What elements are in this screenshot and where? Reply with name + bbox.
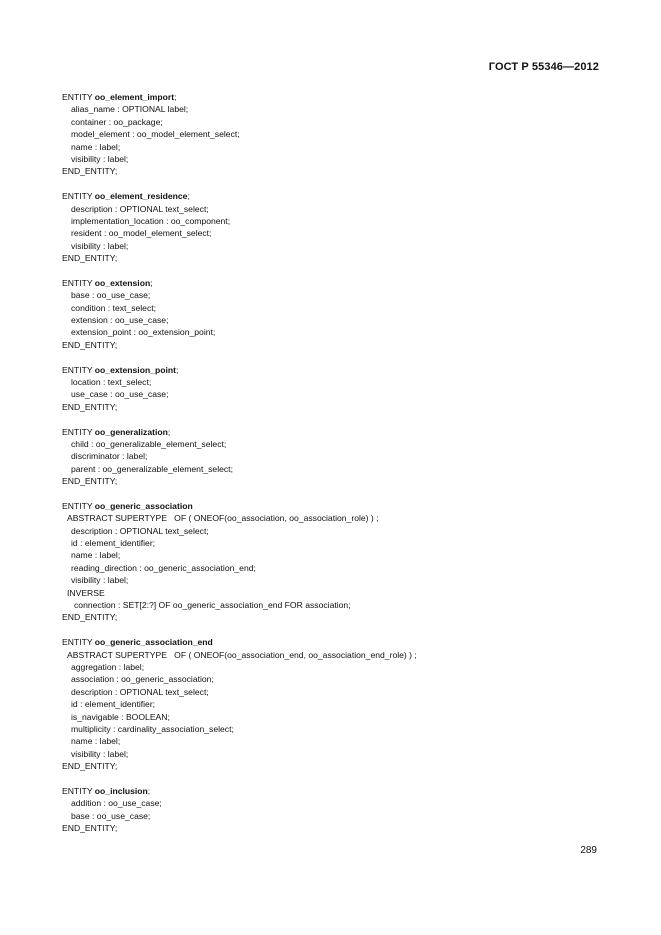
entity-block — [62, 277, 622, 351]
entity-keyword: ENTITY — [62, 364, 93, 375]
entity-attribute: visibility : label; — [71, 748, 129, 759]
entity-header-suffix: ; — [147, 785, 151, 796]
entity-attribute: base : oo_use_case; — [71, 290, 151, 301]
entity-keyword: ENTITY — [62, 426, 93, 437]
entity-attribute: alias_name : OPTIONAL label; — [71, 104, 189, 115]
entity-end: END_ENTITY; — [62, 823, 118, 834]
entity-name: oo_generic_association — [94, 500, 193, 511]
entity-attribute: discriminator : label; — [71, 451, 148, 462]
entity-header — [62, 190, 622, 202]
entity-header — [62, 277, 622, 289]
entity-attribute: visibility : label; — [71, 153, 129, 164]
entity-keyword: ENTITY — [62, 637, 93, 648]
entity-attribute: container : oo_package; — [71, 116, 163, 127]
entity-end: END_ENTITY; — [62, 612, 118, 623]
entity-attribute: multiplicity : cardinality_association_select; — [71, 723, 234, 734]
entity-end: END_ENTITY; — [62, 401, 118, 412]
entity-header-suffix: ; — [150, 277, 153, 288]
entity-attribute: association : oo_generic_association; — [71, 674, 214, 685]
entity-name: oo_element_residence — [94, 191, 188, 202]
entity-block — [62, 426, 622, 488]
entity-keyword: ENTITY — [62, 92, 93, 102]
entity-name: oo_generalization — [94, 426, 168, 437]
entity-attribute: is_navigable : BOOLEAN; — [71, 711, 170, 722]
entity-end: END_ENTITY; — [62, 339, 118, 350]
entity-attribute: reading_direction : oo_generic_association_end; — [71, 562, 256, 573]
entity-block — [62, 785, 622, 835]
entity-attribute: visibility : label; — [71, 575, 129, 586]
entity-header — [62, 636, 622, 648]
entity-attribute: resident : oo_model_element_select; — [71, 228, 212, 239]
entity-header — [62, 91, 622, 103]
entity-attribute: base : oo_use_case; — [71, 810, 151, 821]
entity-name: oo_inclusion — [94, 785, 148, 796]
entity-header-suffix: ; — [187, 191, 190, 202]
entity-header — [62, 364, 622, 376]
entity-block — [62, 636, 622, 772]
document-standard-header: ГОСТ Р 55346—2012 — [488, 61, 599, 73]
entity-block — [62, 364, 622, 414]
entity-keyword: ENTITY — [62, 785, 93, 796]
entity-attribute: implementation_location : oo_component; — [71, 215, 231, 226]
entity-attribute: description : OPTIONAL text_select; — [71, 525, 209, 536]
entity-block — [62, 190, 622, 264]
inverse-attribute: connection : SET[2:?] OF oo_generic_association_end FOR association; — [74, 600, 351, 611]
entity-attribute: model_element : oo_model_element_select; — [71, 129, 240, 140]
entity-block — [62, 500, 622, 624]
entity-attribute: extension_point : oo_extension_point; — [71, 327, 216, 338]
entity-header-suffix: ; — [167, 426, 171, 437]
entity-header — [62, 500, 622, 512]
entity-header-suffix: ; — [175, 364, 179, 375]
entity-attribute: id : element_identifier; — [71, 699, 156, 710]
entity-end: END_ENTITY; — [62, 761, 118, 772]
entity-header — [62, 785, 622, 797]
page-number: 289 — [580, 845, 597, 856]
entity-name: oo_generic_association_end — [94, 637, 213, 648]
entity-name: oo_extension — [94, 277, 151, 288]
entity-attribute: name : label; — [71, 550, 121, 561]
entity-attribute: child : oo_generalizable_element_select; — [71, 438, 227, 449]
entity-header — [62, 426, 622, 438]
entity-attribute: visibility : label; — [71, 240, 129, 251]
entity-keyword: ENTITY — [62, 277, 93, 288]
entity-attribute: use_case : oo_use_case; — [71, 389, 169, 400]
entity-attribute: extension : oo_use_case; — [71, 315, 169, 326]
entity-end: END_ENTITY; — [62, 166, 118, 177]
entity-block — [62, 91, 622, 178]
supertype-clause: ABSTRACT SUPERTYPE OF ( ONEOF(oo_association, oo_association_role) ) ; — [67, 513, 379, 524]
entity-attribute: description : OPTIONAL text_select; — [71, 203, 209, 214]
entity-keyword: ENTITY — [62, 191, 93, 202]
entity-end: END_ENTITY; — [62, 476, 118, 487]
entity-attribute: id : element_identifier; — [71, 538, 156, 549]
entity-attribute: parent : oo_generalizable_element_select; — [71, 463, 233, 474]
entity-attribute: name : label; — [71, 141, 121, 152]
entity-attribute: location : text_select; — [71, 376, 152, 387]
inverse-keyword: INVERSE — [67, 587, 105, 598]
entity-attribute: name : label; — [71, 736, 121, 747]
entity-attribute: addition : oo_use_case; — [71, 798, 162, 809]
entity-end: END_ENTITY; — [62, 253, 118, 264]
entity-header-suffix: ; — [174, 92, 177, 102]
entity-attribute: description : OPTIONAL text_select; — [71, 686, 209, 697]
entity-attribute: aggregation : label; — [71, 661, 145, 672]
entity-keyword: ENTITY — [62, 500, 93, 511]
entity-attribute: condition : text_select; — [71, 302, 157, 313]
entity-name: oo_extension_point — [94, 364, 176, 375]
supertype-clause: ABSTRACT SUPERTYPE OF ( ONEOF(oo_association_end, oo_association_end_role) ) ; — [67, 649, 417, 660]
entity-name: oo_element_import — [94, 92, 175, 102]
express-schema-listing — [62, 91, 622, 847]
